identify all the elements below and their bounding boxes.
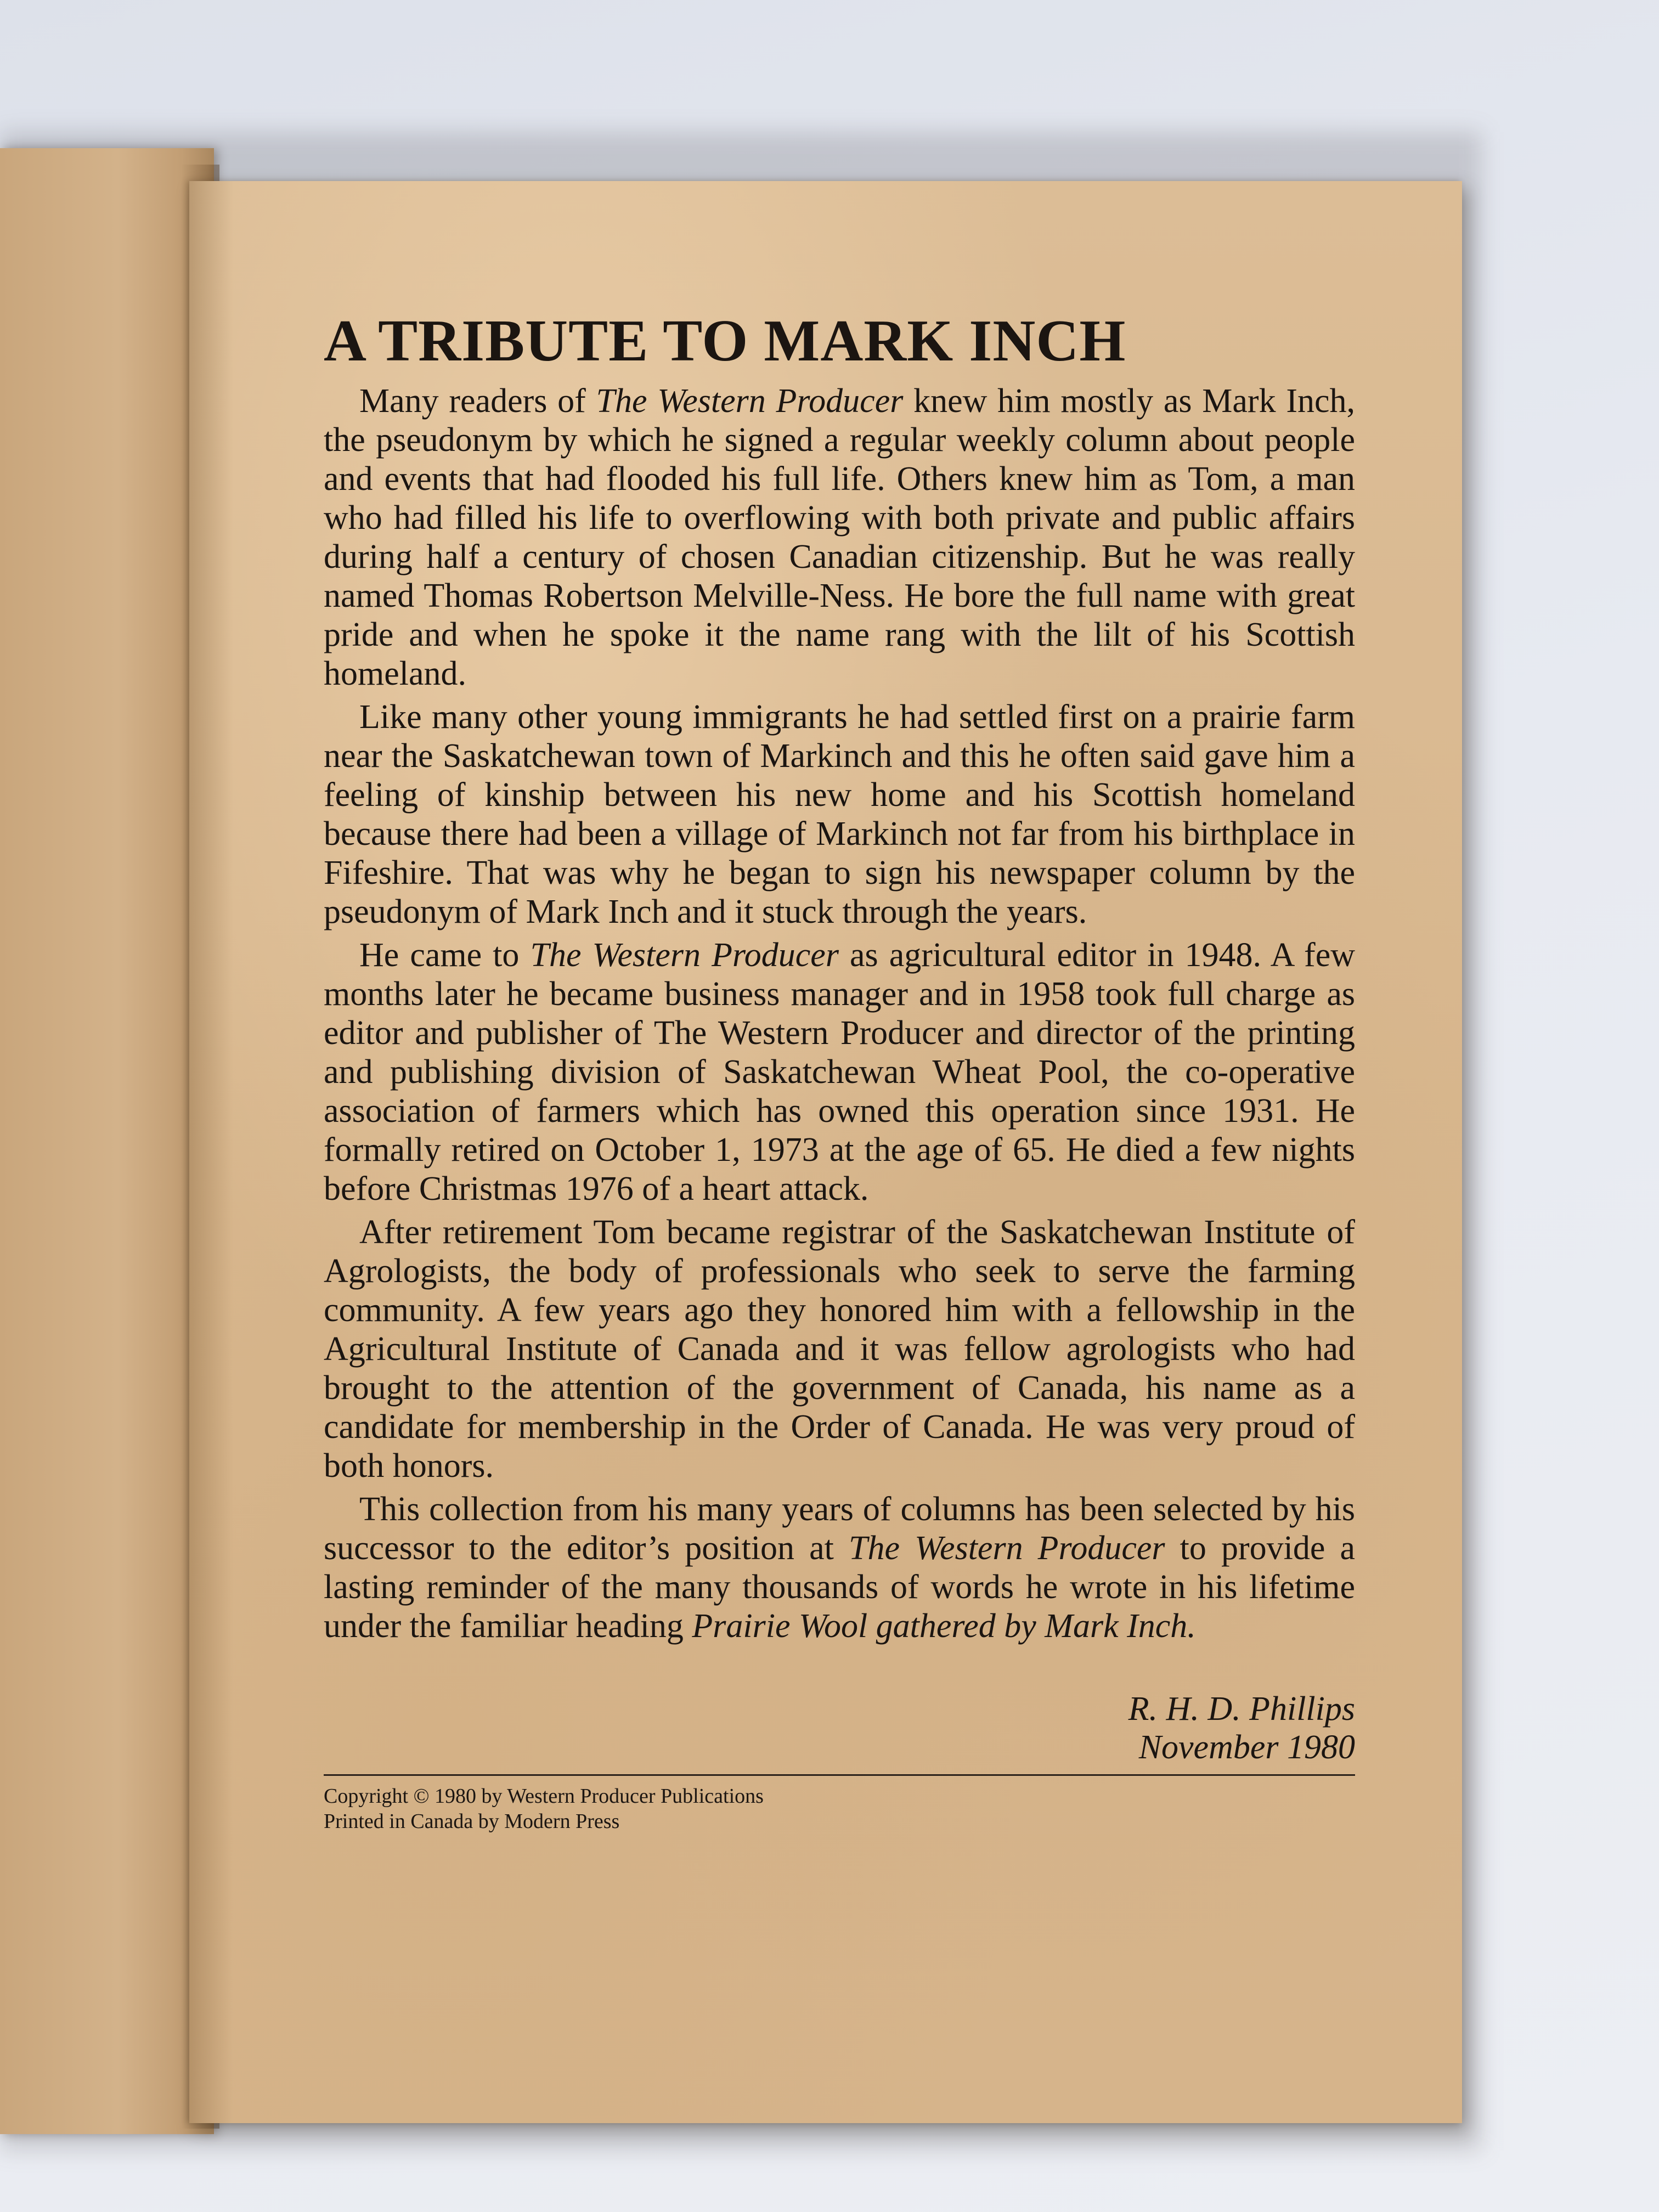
paragraph-3 bbox=[324, 936, 1355, 1209]
paragraph-1-italic: The Western Producer bbox=[596, 382, 904, 420]
paragraph-2 bbox=[324, 698, 1355, 932]
paragraph-1-text-b: knew him mostly as Mark Inch, the pseudonym by which he signed a regular weekly column about people and events that had flooded his full life. Others knew him as Tom, a man who had filled his life to overflowing with both private and public affairs during half a century of chosen Canadian citizenship. But he was really named Thomas Robertson Melville-Ness. He bore the full name with great pride and when he spoke it the name rang with the lilt of his Scottish homeland. bbox=[324, 382, 1355, 693]
signature-name: R. H. D. Phillips bbox=[1128, 1690, 1355, 1728]
divider bbox=[324, 1774, 1355, 1776]
paragraph-1 bbox=[324, 382, 1355, 693]
paragraph-3-text-a: He came to bbox=[359, 936, 531, 974]
paragraph-5-text-b: to provide a lasting reminder of the many thousands of words he wrote in his lifetime under the familiar heading bbox=[324, 1530, 1355, 1645]
signature-date: November 1980 bbox=[1138, 1729, 1355, 1767]
page-title: A TRIBUTE TO MARK INCH bbox=[324, 308, 1126, 374]
paragraph-2-text: Like many other young immigrants he had settled first on a prairie farm near the Saskatchewan town of Markinch and this he often said gave him a feeling of kinship between his new home and his Scottish homeland because there had been a village of Markinch not far from his birthplace in Fifeshire. That was why he began to sign his newspaper column by the pseudonym of Mark Inch and it stuck through the years. bbox=[324, 698, 1355, 931]
printer-line: Printed in Canada by Modern Press bbox=[324, 1810, 620, 1833]
book-page bbox=[189, 181, 1462, 2123]
page-content bbox=[324, 307, 1355, 1834]
paragraph-5 bbox=[324, 1490, 1355, 1646]
paragraph-4 bbox=[324, 1213, 1355, 1486]
copyright-line: Copyright © 1980 by Western Producer Publications bbox=[324, 1785, 764, 1808]
paragraph-4-text: After retirement Tom became registrar of the Saskatchewan Institute of Agrologists, the body of professionals who seek to serve the farming community. A few years ago they honored him with a fellowship in the Agricultural Institute of Canada and it was fellow agrologists who had brought to the attention of the government of Canada, his name as a candidate for membership in the Order of Canada. He was very proud of both honors. bbox=[324, 1214, 1355, 1485]
signature-block bbox=[324, 1690, 1355, 1767]
paragraph-5-italic-b: Prairie Wool gathered by Mark Inch. bbox=[692, 1607, 1196, 1645]
paragraph-3-text-b: as agricultural editor in 1948. A few months later he became business manager and in 1958 took full charge as editor and publisher of The Western Producer and director of the printing and publishing division of Saskatchewan Wheat Pool, the co-operative association of farmers which has owned this operation since 1931. He formally retired on October 1, 1973 at the age of 65. He died a few nights before Christmas 1976 of a heart attack. bbox=[324, 936, 1355, 1208]
copyright-block bbox=[324, 1784, 1355, 1834]
paragraph-5-text-a: This collection from his many years of columns has been selected by his successor to the editor’s position at bbox=[324, 1491, 1355, 1567]
paragraph-5-italic-a: The Western Producer bbox=[849, 1530, 1165, 1567]
paragraph-1-text-a: Many readers of bbox=[359, 382, 596, 420]
paragraph-3-italic: The Western Producer bbox=[530, 936, 839, 974]
page-gutter bbox=[189, 181, 233, 2123]
